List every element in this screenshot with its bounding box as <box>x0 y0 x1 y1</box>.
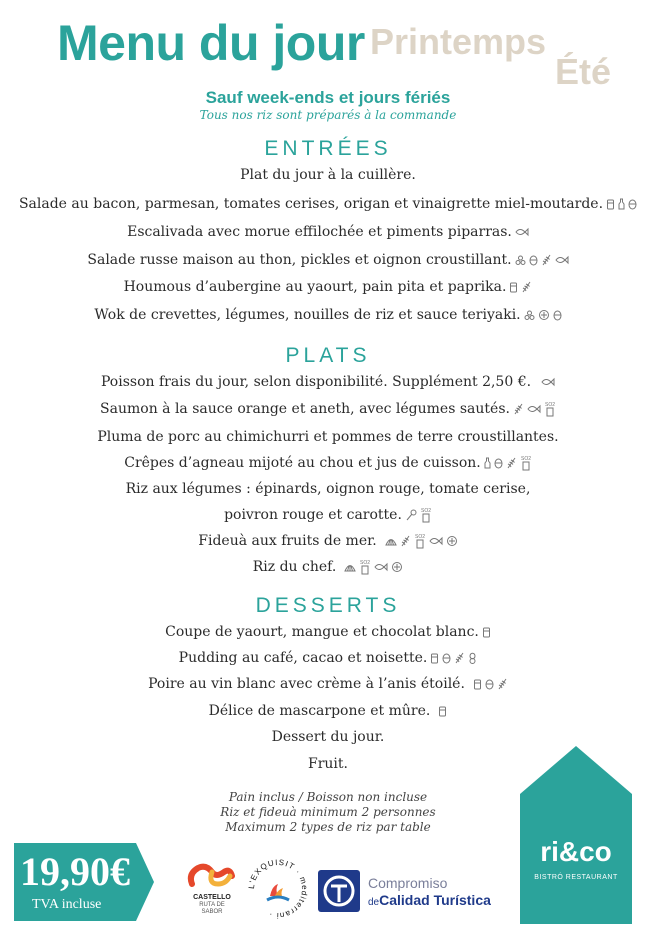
menu-item: Escalivada avec morue effilochée et piments piparras. <box>0 222 656 242</box>
egg-icon <box>628 198 637 210</box>
menu-item: Dessert du jour. <box>271 729 385 745</box>
mustard-seeds-icon <box>524 310 535 321</box>
castello-sub1: RUTA DE <box>199 902 225 908</box>
menu-item: Salade au bacon, parmesan, tomates cerises, origan et vinaigrette miel-moutarde. <box>0 194 656 214</box>
fish-icon <box>374 562 388 572</box>
egg-icon <box>553 309 562 321</box>
gluten-icon <box>400 535 411 547</box>
svg-text:L'EXQUISIT · mediterrani · <box>247 858 309 920</box>
fish-icon <box>555 255 569 265</box>
menu-item: Coupe de yaourt, mangue et chocolat blanc. <box>0 622 656 642</box>
section-title-plats: PLATS <box>285 344 371 367</box>
menu-price: 19,90€ <box>20 849 130 894</box>
crustacean-icon <box>391 561 403 573</box>
menu-item: poivron rouge et carotte. SO2 <box>224 507 431 523</box>
menu-item: Riz aux légumes : épinards, oignon rouge, tomate cerise, <box>125 481 531 497</box>
gluten-icon <box>541 254 552 266</box>
so2-label: SO2 <box>420 508 431 514</box>
sulphites-icon <box>420 507 432 523</box>
menu-item: Fruit. <box>308 756 348 772</box>
bread-drink-note: Pain inclus / Boisson non incluse <box>228 790 428 804</box>
castello-emblem-icon <box>186 860 238 890</box>
compromiso-line1: Compromiso <box>368 875 448 891</box>
egg-icon <box>442 652 451 664</box>
dairy-icon <box>482 626 491 638</box>
sulphites-icon <box>544 401 556 417</box>
menu-item: Crêpes d’agneau mijoté au chou et jus de cuisson. SO2 <box>124 455 531 471</box>
dairy-icon <box>438 705 447 717</box>
fish-icon <box>541 377 555 387</box>
rice-note: Tous nos riz sont préparés à la commande <box>199 108 457 122</box>
gluten-icon <box>454 652 465 664</box>
menu-item: Fideuà aux fruits de mer. SO2 <box>0 531 656 551</box>
mollusc-icon <box>385 536 397 546</box>
nuts-icon <box>468 652 477 664</box>
sulphites-icon <box>414 533 426 549</box>
fish-icon <box>515 227 529 237</box>
section-title-desserts: DESSERTS <box>255 594 401 617</box>
mustard-seeds-icon <box>515 255 526 266</box>
so2-label: SO2 <box>520 456 531 462</box>
menu-item: Poisson frais du jour, selon disponibilité. Supplément 2,50 €. <box>0 372 656 392</box>
mustard-icon <box>618 198 625 210</box>
availability-subtitle: Sauf week-ends et jours fériés <box>205 88 451 107</box>
castello-sub2: SABOR <box>201 909 223 915</box>
exquisit-ring-text: L'EXQUISIT · mediterrani · <box>246 857 310 921</box>
menu-item: Poire au vin blanc avec crème à l’anis étoilé. <box>0 674 656 694</box>
crustacean-icon <box>446 535 458 547</box>
menu-item: Plat du jour à la cuillère. <box>240 167 416 183</box>
menu-item: Wok de crevettes, légumes, nouilles de riz et sauce teriyaki. <box>0 305 656 325</box>
sulphites-icon <box>359 559 371 575</box>
mustard-icon <box>484 457 491 469</box>
sulphites-icon <box>520 455 532 471</box>
menu-item: Saumon à la sauce orange et aneth, avec légumes sautés. SO2 <box>100 401 555 417</box>
egg-icon <box>494 457 503 469</box>
rice-types-note: Maximum 2 types de riz par table <box>225 820 431 834</box>
calidad-line: deCalidad Turística <box>368 892 491 908</box>
dairy-icon <box>430 652 439 664</box>
brand-logo: ri&co <box>540 836 612 867</box>
gluten-icon <box>513 403 524 415</box>
menu-title: Menu du jour <box>57 15 365 71</box>
gluten-icon <box>497 678 508 690</box>
fish-icon <box>429 536 443 546</box>
menu-item: Pluma de porc au chimichurri et pommes de terre croustillantes. <box>97 429 559 445</box>
season-label-ete: Été <box>555 51 612 92</box>
gluten-icon <box>506 457 517 469</box>
calidad-turistica-icon <box>318 870 360 912</box>
menu-item: Salade russe maison au thon, pickles et oignon croustillant. <box>0 250 656 270</box>
section-title-entrees: ENTRÉES <box>264 137 392 160</box>
so2-label: SO2 <box>360 560 371 566</box>
celery-icon <box>405 509 417 521</box>
egg-icon <box>485 678 494 690</box>
tax-note: TVA incluse <box>32 897 102 912</box>
season-label-printemps: Printemps <box>370 21 547 62</box>
fish-icon <box>527 404 541 414</box>
castello-logo <box>186 860 238 922</box>
so2-label: SO2 <box>544 402 555 408</box>
so2-label: SO2 <box>414 534 425 540</box>
gluten-icon <box>521 281 532 293</box>
menu-item: Houmous d’aubergine au yaourt, pain pita et paprika. <box>0 277 656 297</box>
menu-item: Pudding au café, cacao et noisette. <box>0 648 656 668</box>
exquisit-logo <box>245 856 311 922</box>
brand-house-shape <box>520 746 632 924</box>
castello-name: CASTELLO <box>193 894 231 901</box>
menu-item: Riz du chef. SO2 <box>0 557 656 577</box>
mollusc-icon <box>344 562 356 572</box>
menu-item: Délice de mascarpone et mûre. <box>0 701 656 721</box>
dairy-icon <box>606 198 615 210</box>
egg-icon <box>529 254 538 266</box>
rice-minimum-note: Riz et fideuà minimum 2 personnes <box>220 805 436 819</box>
dairy-icon <box>509 281 518 293</box>
brand-subtitle: BISTRÓ RESTAURANT <box>534 874 618 881</box>
dairy-icon <box>473 678 482 690</box>
crustacean-icon <box>538 309 550 321</box>
